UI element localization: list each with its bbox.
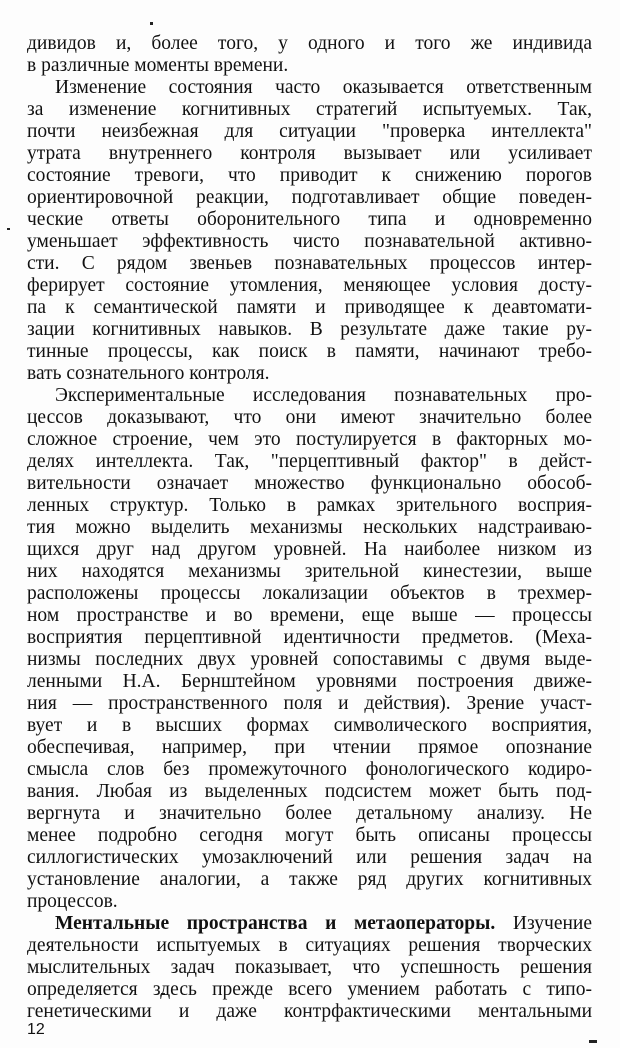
text-line: утрата внутреннего контроля вызывает или усиливает (27, 143, 592, 164)
text-line: ленными Н.А. Бернштейном уровнями построения движе- (27, 671, 592, 692)
text-line: ориентировочной реакции, подготавливает общие поведен- (27, 187, 592, 208)
text-line: обеспечивая, например, при чтении прямое опознание (27, 737, 592, 758)
text-line: зации когнитивных навыков. В результате даже такие ру- (27, 319, 592, 340)
text-line: в различные моменты времени. (27, 55, 289, 76)
text-line: тинные процессы, как поиск в памяти, начинают требо- (27, 341, 592, 362)
text-line: делях интеллекта. Так, "перцептивный фактор" в дейст- (27, 451, 592, 472)
text-line: дивидов и, более того, у одного и того же индивида (27, 33, 592, 54)
text-line: деятельности испытуемых в ситуациях решения творческих (27, 935, 592, 956)
text-line: вует и в высших формах символического восприятия, (27, 715, 592, 736)
print-speck (7, 228, 10, 230)
paragraph-first-line: Изменение состояния часто оказывается ответственным (55, 77, 592, 98)
paragraph-first-line: Экспериментальные исследования познавательных про- (55, 385, 592, 406)
print-speck (589, 1040, 597, 1043)
text-line: восприятия перцептивной идентичности предметов. (Меха- (27, 627, 592, 648)
text-line: сложное строение, чем это постулируется в факторных мо- (27, 429, 592, 450)
text-line: ния — пространственного поля и действия). Зрение участ- (27, 693, 592, 714)
section-heading: Ментальные пространства и метаоператоры. (55, 913, 496, 934)
text-line: цессов доказывают, что они имеют значительно более (27, 407, 592, 428)
section-lead-text: Изучение (512, 913, 592, 934)
text-line: генетическими и даже контрфактическими ментальными (27, 1001, 592, 1022)
text-line: ферирует состояние утомления, меняющее условия досту- (27, 275, 592, 296)
print-speck (150, 22, 153, 25)
text-line: ческие ответы оборонительного типа и одновременно (27, 209, 592, 230)
text-line: вительности означает множество функционально обособ- (27, 473, 592, 494)
text-line: уменьшает эффективность чисто познавательной активно- (27, 231, 592, 252)
text-line: определяется здесь прежде всего умением работать с типо- (27, 979, 592, 1000)
text-line: ленных структур. Только в рамках зрительного восприя- (27, 495, 592, 516)
text-line: расположены процессы локализации объектов в трехмер- (27, 583, 592, 604)
text-line: силлогистических умозаключений или решения задач на (27, 847, 592, 868)
text-line: процессов. (27, 891, 118, 912)
text-line: ном пространстве и во времени, еще выше — процессы (27, 605, 592, 626)
text-line: сти. С рядом звеньев познавательных процессов интер- (27, 253, 592, 274)
text-line: установление аналогии, а также ряд других когнитивных (27, 869, 592, 890)
text-line: менее подробно сегодня могут быть описаны процессы (27, 825, 592, 846)
text-line: мыслительных задач показывает, что успешность решения (27, 957, 592, 978)
text-line: вергнута и значительно более детальному анализу. Не (27, 803, 592, 824)
text-line: смысла слов без промежуточного фонологического кодиро- (27, 759, 592, 780)
text-line: вания. Любая из выделенных подсистем может быть под- (27, 781, 592, 802)
text-line: тия можно выделить механизмы нескольких надстраиваю- (27, 517, 592, 538)
text-line: вать сознательного контроля. (27, 363, 270, 384)
text-line: низмы последних двух уровней сопоставимы с двумя выде- (27, 649, 592, 670)
text-line: за изменение когнитивных стратегий испытуемых. Так, (27, 99, 592, 120)
text-line: них находятся механизмы зрительной кинестезии, выше (27, 561, 592, 582)
text-line: состояние тревоги, что приводит к снижению порогов (27, 165, 592, 186)
page-number: 12 (27, 1021, 45, 1038)
text-line: па к семантической памяти и приводящее к деавтомати- (27, 297, 592, 318)
text-line: почти неизбежная для ситуации "проверка интеллекта" (27, 121, 592, 142)
text-line: щихся друг над другом уровней. На наиболее низком из (27, 539, 592, 560)
